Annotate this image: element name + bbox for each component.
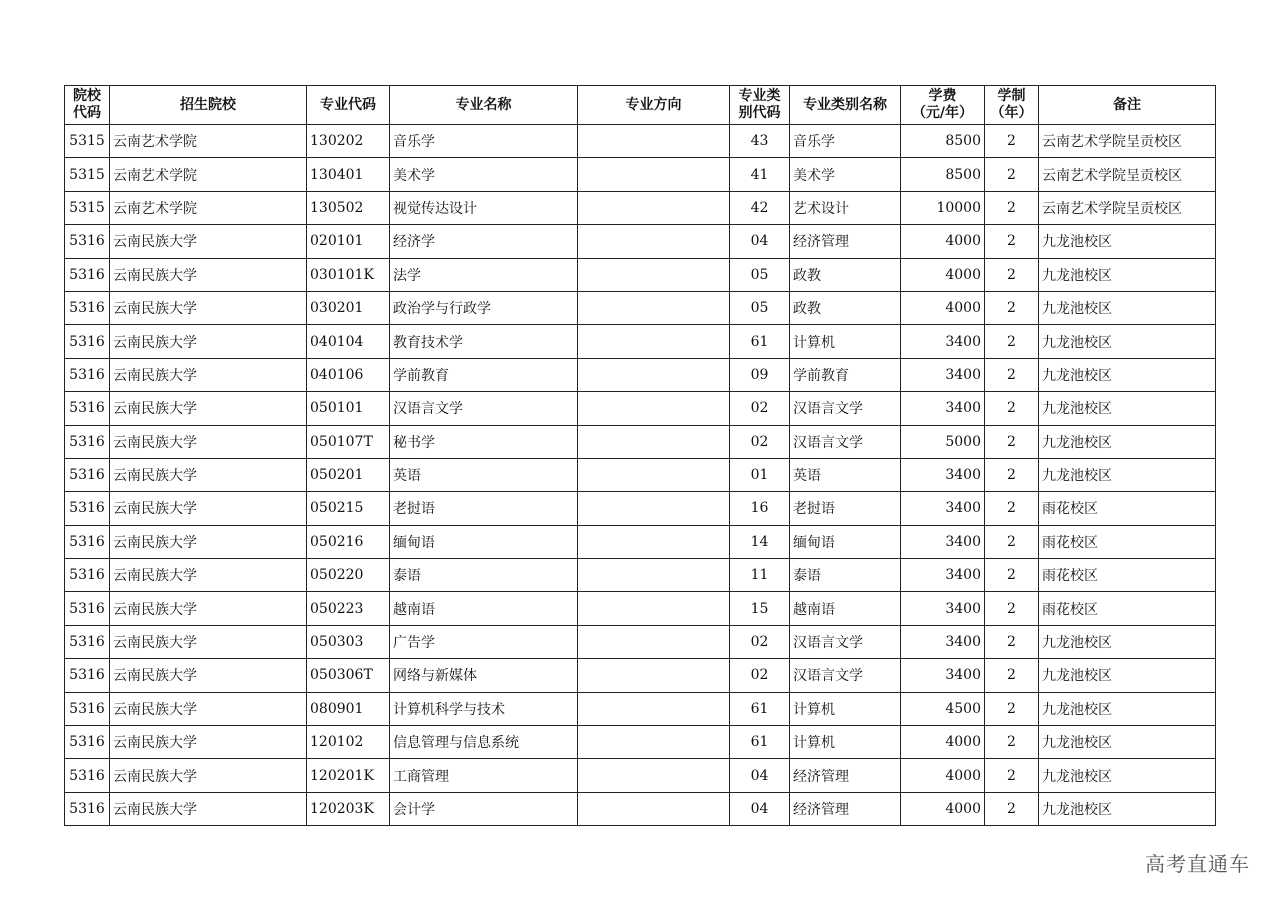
tuition-cell: 3400 bbox=[901, 325, 985, 358]
major-direction-cell bbox=[578, 625, 730, 658]
major-direction-cell bbox=[578, 692, 730, 725]
school-name-cell: 云南民族大学 bbox=[110, 291, 307, 324]
table-row bbox=[65, 792, 1216, 825]
category-name-cell: 美术学 bbox=[790, 158, 901, 191]
category-name-cell: 汉语言文学 bbox=[790, 392, 901, 425]
major-direction-header: 专业方向 bbox=[578, 86, 730, 125]
tuition-cell: 3400 bbox=[901, 458, 985, 491]
duration-cell: 2 bbox=[985, 125, 1039, 158]
category-code-cell: 15 bbox=[730, 592, 790, 625]
school-name-cell: 云南民族大学 bbox=[110, 492, 307, 525]
tuition-cell: 4000 bbox=[901, 792, 985, 825]
header-row bbox=[65, 86, 1216, 125]
tuition-cell: 4000 bbox=[901, 258, 985, 291]
table-row bbox=[65, 392, 1216, 425]
school-name-cell: 云南民族大学 bbox=[110, 726, 307, 759]
table-row bbox=[65, 625, 1216, 658]
duration-cell: 2 bbox=[985, 458, 1039, 491]
major-name-cell: 泰语 bbox=[390, 559, 578, 592]
major-direction-cell bbox=[578, 458, 730, 491]
category-name-cell: 经济管理 bbox=[790, 759, 901, 792]
table-row bbox=[65, 525, 1216, 558]
category-name-cell: 汉语言文学 bbox=[790, 425, 901, 458]
major-direction-cell bbox=[578, 525, 730, 558]
category-name-header: 专业类别名称 bbox=[790, 86, 901, 125]
tuition-cell: 4000 bbox=[901, 759, 985, 792]
tuition-cell: 3400 bbox=[901, 659, 985, 692]
major-direction-cell bbox=[578, 559, 730, 592]
table-row bbox=[65, 759, 1216, 792]
major-code-header: 专业代码 bbox=[307, 86, 390, 125]
category-name-cell: 越南语 bbox=[790, 592, 901, 625]
category-code-cell: 02 bbox=[730, 659, 790, 692]
tuition-cell: 8500 bbox=[901, 125, 985, 158]
duration-cell: 2 bbox=[985, 525, 1039, 558]
duration-cell: 2 bbox=[985, 692, 1039, 725]
major-direction-cell bbox=[578, 325, 730, 358]
major-name-cell: 工商管理 bbox=[390, 759, 578, 792]
major-code-cell: 050303 bbox=[307, 625, 390, 658]
tuition-cell: 4000 bbox=[901, 225, 985, 258]
major-code-cell: 050201 bbox=[307, 458, 390, 491]
category-name-cell: 政教 bbox=[790, 258, 901, 291]
major-name-cell: 法学 bbox=[390, 258, 578, 291]
category-code-cell: 05 bbox=[730, 291, 790, 324]
category-code-header: 专业类 别代码 bbox=[730, 86, 790, 125]
school-code-header: 院校 代码 bbox=[65, 86, 110, 125]
tuition-cell: 3400 bbox=[901, 492, 985, 525]
table-row bbox=[65, 692, 1216, 725]
tuition-cell: 10000 bbox=[901, 191, 985, 224]
school-code-cell: 5316 bbox=[65, 258, 110, 291]
major-direction-cell bbox=[578, 225, 730, 258]
school-name-cell: 云南艺术学院 bbox=[110, 191, 307, 224]
major-code-cell: 050215 bbox=[307, 492, 390, 525]
remarks-cell: 雨花校区 bbox=[1039, 559, 1216, 592]
category-name-cell: 计算机 bbox=[790, 692, 901, 725]
duration-cell: 2 bbox=[985, 325, 1039, 358]
major-code-cell: 130502 bbox=[307, 191, 390, 224]
category-name-cell: 老挝语 bbox=[790, 492, 901, 525]
major-direction-cell bbox=[578, 792, 730, 825]
duration-cell: 2 bbox=[985, 592, 1039, 625]
category-name-cell: 汉语言文学 bbox=[790, 659, 901, 692]
major-name-cell: 会计学 bbox=[390, 792, 578, 825]
major-code-cell: 040104 bbox=[307, 325, 390, 358]
category-code-cell: 41 bbox=[730, 158, 790, 191]
school-code-cell: 5316 bbox=[65, 425, 110, 458]
major-direction-cell bbox=[578, 492, 730, 525]
category-name-cell: 音乐学 bbox=[790, 125, 901, 158]
school-code-cell: 5316 bbox=[65, 659, 110, 692]
tuition-cell: 3400 bbox=[901, 625, 985, 658]
remarks-cell: 九龙池校区 bbox=[1039, 291, 1216, 324]
remarks-cell: 九龙池校区 bbox=[1039, 625, 1216, 658]
major-name-cell: 学前教育 bbox=[390, 358, 578, 391]
major-name-cell: 教育技术学 bbox=[390, 325, 578, 358]
category-code-cell: 16 bbox=[730, 492, 790, 525]
duration-cell: 2 bbox=[985, 425, 1039, 458]
category-code-cell: 61 bbox=[730, 692, 790, 725]
table-row bbox=[65, 592, 1216, 625]
major-direction-cell bbox=[578, 158, 730, 191]
school-name-cell: 云南民族大学 bbox=[110, 325, 307, 358]
remarks-cell: 九龙池校区 bbox=[1039, 225, 1216, 258]
table-body bbox=[65, 125, 1216, 826]
category-code-cell: 43 bbox=[730, 125, 790, 158]
major-direction-cell bbox=[578, 191, 730, 224]
major-name-cell: 视觉传达设计 bbox=[390, 191, 578, 224]
duration-cell: 2 bbox=[985, 291, 1039, 324]
school-code-cell: 5316 bbox=[65, 559, 110, 592]
category-code-cell: 02 bbox=[730, 392, 790, 425]
category-name-cell: 汉语言文学 bbox=[790, 625, 901, 658]
remarks-cell: 雨花校区 bbox=[1039, 592, 1216, 625]
major-direction-cell bbox=[578, 425, 730, 458]
category-name-cell: 计算机 bbox=[790, 325, 901, 358]
school-code-cell: 5316 bbox=[65, 325, 110, 358]
school-code-cell: 5316 bbox=[65, 291, 110, 324]
school-name-cell: 云南艺术学院 bbox=[110, 125, 307, 158]
category-name-cell: 经济管理 bbox=[790, 792, 901, 825]
category-code-cell: 61 bbox=[730, 325, 790, 358]
school-code-cell: 5315 bbox=[65, 191, 110, 224]
tuition-cell: 3400 bbox=[901, 525, 985, 558]
table-row bbox=[65, 358, 1216, 391]
category-code-cell: 01 bbox=[730, 458, 790, 491]
duration-cell: 2 bbox=[985, 358, 1039, 391]
tuition-cell: 4000 bbox=[901, 291, 985, 324]
remarks-cell: 雨花校区 bbox=[1039, 492, 1216, 525]
major-name-cell: 广告学 bbox=[390, 625, 578, 658]
table-row bbox=[65, 258, 1216, 291]
major-name-cell: 政治学与行政学 bbox=[390, 291, 578, 324]
remarks-cell: 九龙池校区 bbox=[1039, 325, 1216, 358]
major-code-cell: 130202 bbox=[307, 125, 390, 158]
remarks-header: 备注 bbox=[1039, 86, 1216, 125]
tuition-cell: 8500 bbox=[901, 158, 985, 191]
remarks-cell: 九龙池校区 bbox=[1039, 358, 1216, 391]
school-code-cell: 5316 bbox=[65, 625, 110, 658]
tuition-cell: 3400 bbox=[901, 358, 985, 391]
school-name-header: 招生院校 bbox=[110, 86, 307, 125]
remarks-cell: 九龙池校区 bbox=[1039, 692, 1216, 725]
tuition-cell: 3400 bbox=[901, 592, 985, 625]
major-name-cell: 音乐学 bbox=[390, 125, 578, 158]
major-direction-cell bbox=[578, 358, 730, 391]
table-header bbox=[65, 86, 1216, 125]
table-row bbox=[65, 659, 1216, 692]
table-row bbox=[65, 125, 1216, 158]
major-code-cell: 030101K bbox=[307, 258, 390, 291]
remarks-cell: 九龙池校区 bbox=[1039, 759, 1216, 792]
school-name-cell: 云南艺术学院 bbox=[110, 158, 307, 191]
tuition-cell: 4500 bbox=[901, 692, 985, 725]
tuition-header: 学费 （元/年） bbox=[901, 86, 985, 125]
school-code-cell: 5316 bbox=[65, 458, 110, 491]
duration-cell: 2 bbox=[985, 258, 1039, 291]
table-row bbox=[65, 726, 1216, 759]
duration-cell: 2 bbox=[985, 792, 1039, 825]
duration-cell: 2 bbox=[985, 158, 1039, 191]
duration-cell: 2 bbox=[985, 726, 1039, 759]
major-name-cell: 越南语 bbox=[390, 592, 578, 625]
major-code-cell: 050216 bbox=[307, 525, 390, 558]
table-row bbox=[65, 158, 1216, 191]
remarks-cell: 云南艺术学院呈贡校区 bbox=[1039, 158, 1216, 191]
major-name-cell: 汉语言文学 bbox=[390, 392, 578, 425]
major-code-cell: 050223 bbox=[307, 592, 390, 625]
category-name-cell: 艺术设计 bbox=[790, 191, 901, 224]
remarks-cell: 九龙池校区 bbox=[1039, 726, 1216, 759]
major-direction-cell bbox=[578, 392, 730, 425]
remarks-cell: 九龙池校区 bbox=[1039, 392, 1216, 425]
major-code-cell: 040106 bbox=[307, 358, 390, 391]
table-row bbox=[65, 191, 1216, 224]
major-code-cell: 080901 bbox=[307, 692, 390, 725]
school-name-cell: 云南民族大学 bbox=[110, 525, 307, 558]
category-code-cell: 04 bbox=[730, 792, 790, 825]
major-code-cell: 120203K bbox=[307, 792, 390, 825]
duration-cell: 2 bbox=[985, 625, 1039, 658]
remarks-cell: 九龙池校区 bbox=[1039, 425, 1216, 458]
tuition-cell: 5000 bbox=[901, 425, 985, 458]
school-name-cell: 云南民族大学 bbox=[110, 792, 307, 825]
major-code-cell: 050306T bbox=[307, 659, 390, 692]
school-name-cell: 云南民族大学 bbox=[110, 659, 307, 692]
tuition-cell: 3400 bbox=[901, 559, 985, 592]
school-name-cell: 云南民族大学 bbox=[110, 592, 307, 625]
major-name-cell: 老挝语 bbox=[390, 492, 578, 525]
school-code-cell: 5316 bbox=[65, 525, 110, 558]
school-name-cell: 云南民族大学 bbox=[110, 759, 307, 792]
tuition-cell: 3400 bbox=[901, 392, 985, 425]
major-name-cell: 美术学 bbox=[390, 158, 578, 191]
remarks-cell: 九龙池校区 bbox=[1039, 258, 1216, 291]
school-code-cell: 5316 bbox=[65, 759, 110, 792]
remarks-cell: 九龙池校区 bbox=[1039, 659, 1216, 692]
category-name-cell: 英语 bbox=[790, 458, 901, 491]
duration-cell: 2 bbox=[985, 225, 1039, 258]
major-name-cell: 信息管理与信息系统 bbox=[390, 726, 578, 759]
duration-cell: 2 bbox=[985, 191, 1039, 224]
school-code-cell: 5316 bbox=[65, 792, 110, 825]
major-code-cell: 130401 bbox=[307, 158, 390, 191]
category-code-cell: 02 bbox=[730, 425, 790, 458]
major-code-cell: 050107T bbox=[307, 425, 390, 458]
category-code-cell: 02 bbox=[730, 625, 790, 658]
major-code-cell: 120102 bbox=[307, 726, 390, 759]
major-direction-cell bbox=[578, 659, 730, 692]
major-direction-cell bbox=[578, 759, 730, 792]
remarks-cell: 云南艺术学院呈贡校区 bbox=[1039, 125, 1216, 158]
major-direction-cell bbox=[578, 258, 730, 291]
category-name-cell: 政教 bbox=[790, 291, 901, 324]
remarks-cell: 九龙池校区 bbox=[1039, 458, 1216, 491]
school-name-cell: 云南民族大学 bbox=[110, 225, 307, 258]
school-code-cell: 5316 bbox=[65, 358, 110, 391]
school-name-cell: 云南民族大学 bbox=[110, 559, 307, 592]
category-name-cell: 经济管理 bbox=[790, 225, 901, 258]
remarks-cell: 云南艺术学院呈贡校区 bbox=[1039, 191, 1216, 224]
table-row bbox=[65, 458, 1216, 491]
major-direction-cell bbox=[578, 291, 730, 324]
school-code-cell: 5316 bbox=[65, 692, 110, 725]
school-name-cell: 云南民族大学 bbox=[110, 625, 307, 658]
school-code-cell: 5315 bbox=[65, 158, 110, 191]
major-code-cell: 120201K bbox=[307, 759, 390, 792]
school-code-cell: 5315 bbox=[65, 125, 110, 158]
major-name-cell: 经济学 bbox=[390, 225, 578, 258]
school-code-cell: 5316 bbox=[65, 492, 110, 525]
school-name-cell: 云南民族大学 bbox=[110, 258, 307, 291]
major-name-cell: 计算机科学与技术 bbox=[390, 692, 578, 725]
duration-cell: 2 bbox=[985, 659, 1039, 692]
major-direction-cell bbox=[578, 726, 730, 759]
school-code-cell: 5316 bbox=[65, 392, 110, 425]
major-direction-cell bbox=[578, 125, 730, 158]
table-row bbox=[65, 559, 1216, 592]
duration-cell: 2 bbox=[985, 392, 1039, 425]
category-code-cell: 09 bbox=[730, 358, 790, 391]
remarks-cell: 雨花校区 bbox=[1039, 525, 1216, 558]
school-name-cell: 云南民族大学 bbox=[110, 692, 307, 725]
duration-cell: 2 bbox=[985, 492, 1039, 525]
category-code-cell: 04 bbox=[730, 225, 790, 258]
major-code-cell: 030201 bbox=[307, 291, 390, 324]
remarks-cell: 九龙池校区 bbox=[1039, 792, 1216, 825]
school-name-cell: 云南民族大学 bbox=[110, 458, 307, 491]
category-name-cell: 计算机 bbox=[790, 726, 901, 759]
tuition-cell: 4000 bbox=[901, 726, 985, 759]
duration-cell: 2 bbox=[985, 759, 1039, 792]
major-direction-cell bbox=[578, 592, 730, 625]
major-name-cell: 网络与新媒体 bbox=[390, 659, 578, 692]
category-code-cell: 04 bbox=[730, 759, 790, 792]
category-code-cell: 05 bbox=[730, 258, 790, 291]
category-name-cell: 学前教育 bbox=[790, 358, 901, 391]
category-code-cell: 61 bbox=[730, 726, 790, 759]
category-name-cell: 泰语 bbox=[790, 559, 901, 592]
category-code-cell: 14 bbox=[730, 525, 790, 558]
table-row bbox=[65, 225, 1216, 258]
school-name-cell: 云南民族大学 bbox=[110, 358, 307, 391]
school-name-cell: 云南民族大学 bbox=[110, 392, 307, 425]
major-name-header: 专业名称 bbox=[390, 86, 578, 125]
school-code-cell: 5316 bbox=[65, 225, 110, 258]
school-name-cell: 云南民族大学 bbox=[110, 425, 307, 458]
major-name-cell: 英语 bbox=[390, 458, 578, 491]
table-row bbox=[65, 291, 1216, 324]
category-code-cell: 42 bbox=[730, 191, 790, 224]
major-name-cell: 缅甸语 bbox=[390, 525, 578, 558]
duration-header: 学制 （年） bbox=[985, 86, 1039, 125]
enrollment-table bbox=[64, 85, 1216, 826]
major-code-cell: 050101 bbox=[307, 392, 390, 425]
table-row bbox=[65, 325, 1216, 358]
major-name-cell: 秘书学 bbox=[390, 425, 578, 458]
school-code-cell: 5316 bbox=[65, 592, 110, 625]
table-row bbox=[65, 492, 1216, 525]
category-code-cell: 11 bbox=[730, 559, 790, 592]
category-name-cell: 缅甸语 bbox=[790, 525, 901, 558]
watermark: 高考直通车 bbox=[1145, 852, 1250, 876]
duration-cell: 2 bbox=[985, 559, 1039, 592]
school-code-cell: 5316 bbox=[65, 726, 110, 759]
major-code-cell: 020101 bbox=[307, 225, 390, 258]
table-row bbox=[65, 425, 1216, 458]
major-code-cell: 050220 bbox=[307, 559, 390, 592]
